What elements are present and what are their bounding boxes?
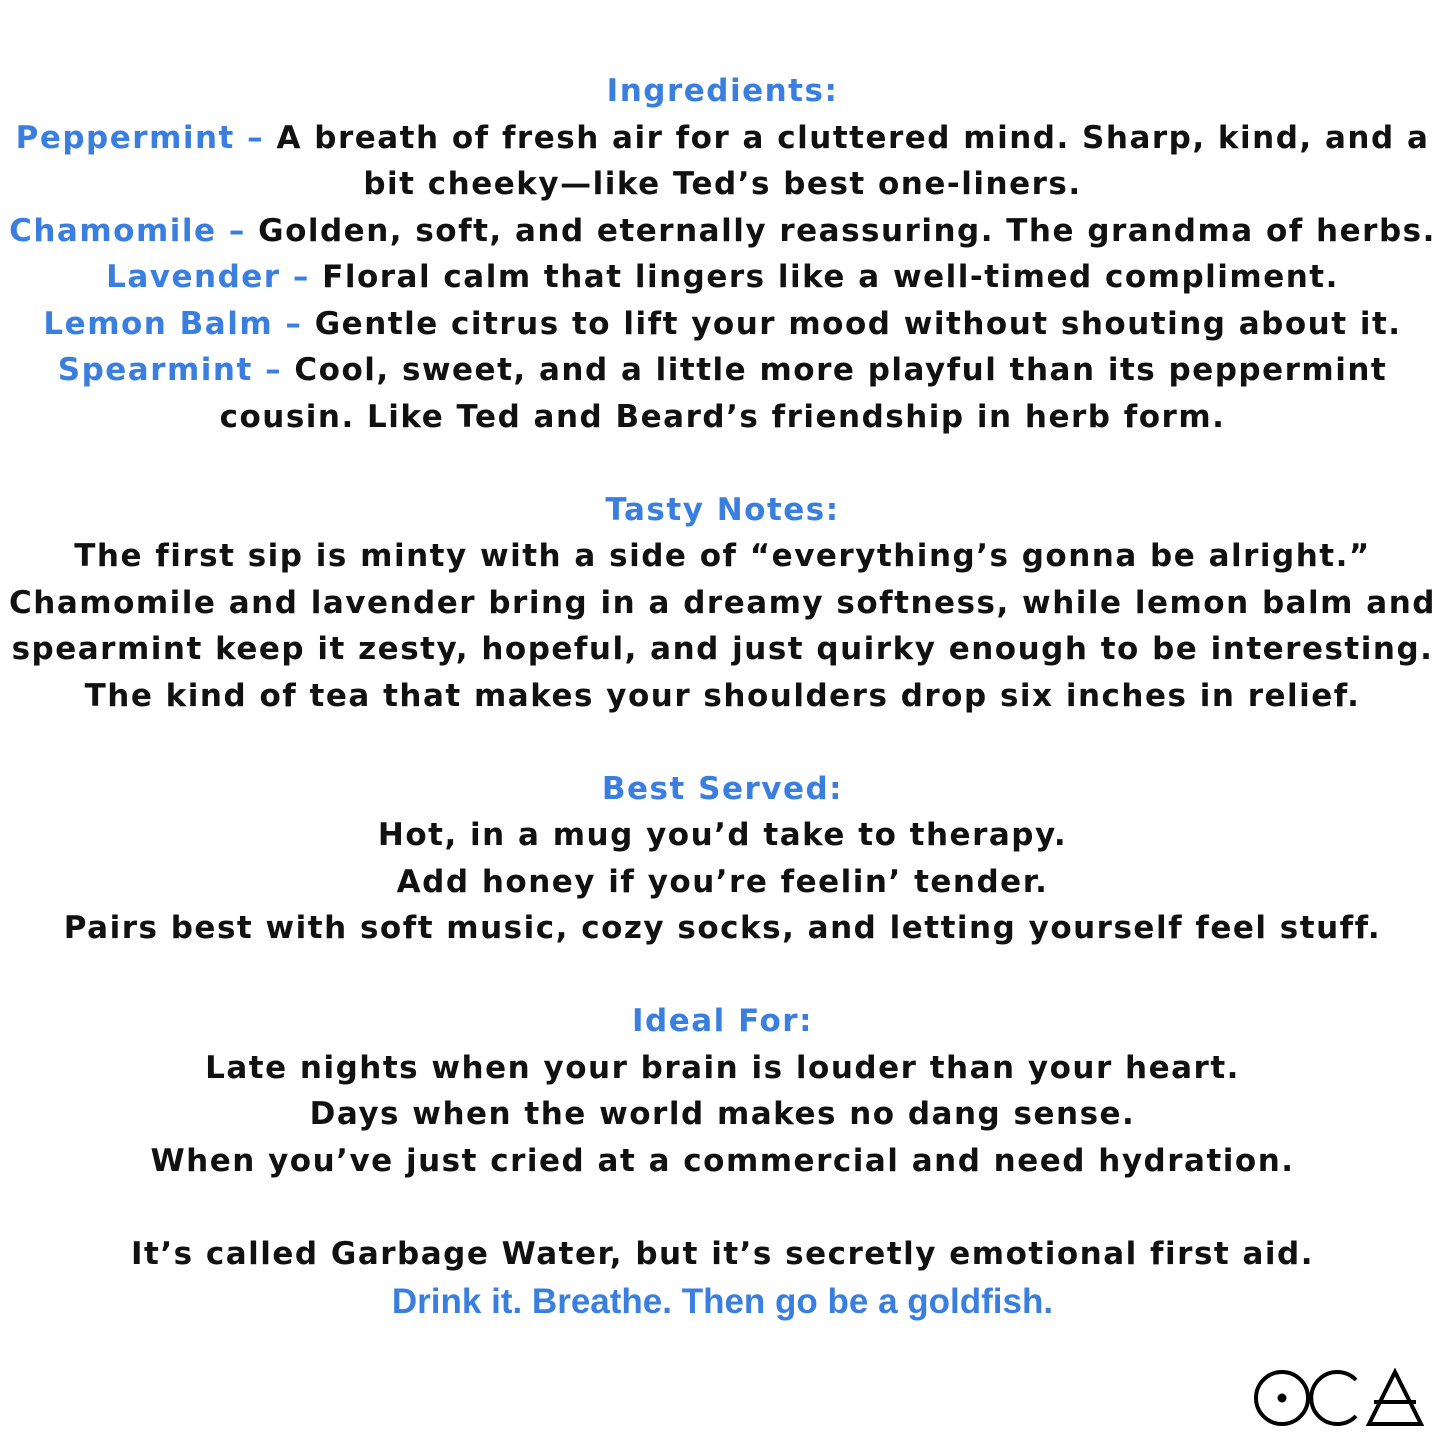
- ingredient-description: Golden, soft, and eternally reassuring. The grandma of herbs.: [245, 212, 1436, 249]
- ingredient-description: Floral calm that lingers like a well-timed compliment.: [309, 259, 1339, 295]
- ingredient-item-spearmint: [0, 347, 1445, 394]
- ingredients-heading: Ingredients:: [606, 73, 839, 109]
- best-served-line: Pairs best with soft music, cozy socks, and letting yourself feel stuff.: [63, 910, 1382, 946]
- ingredient-item-peppermint: [0, 115, 1445, 162]
- tea-description: [0, 68, 1445, 1327]
- ingredient-name: Lavender –: [106, 259, 310, 295]
- ingredient-item-chamomile: [0, 208, 1445, 255]
- tasty-notes-section: [0, 487, 1445, 720]
- best-served-heading: Best Served:: [601, 770, 844, 807]
- tasty-notes-heading: Tasty Notes:: [605, 491, 840, 528]
- closing-section: [0, 1231, 1445, 1328]
- ingredient-item-lavender: [0, 254, 1445, 301]
- best-served-section: [0, 766, 1445, 952]
- ingredients-section: [0, 68, 1445, 440]
- tasty-notes-line: The kind of tea that makes your shoulders drop six inches in relief.: [84, 677, 1361, 714]
- ingredient-name: Lemon Balm –: [43, 305, 303, 342]
- brand-logo: [1254, 1368, 1424, 1428]
- ingredient-description-continued: cousin. Like Ted and Beard’s friendship in herb form.: [219, 398, 1226, 435]
- ingredient-name: Spearmint –: [57, 352, 283, 388]
- ingredient-description: Cool, sweet, and a little more playful than its peppermint: [282, 352, 1388, 388]
- ideal-for-section: [0, 998, 1445, 1184]
- ideal-for-line: Late nights when your brain is louder than your heart.: [205, 1049, 1240, 1086]
- section-spacer: [0, 440, 1445, 487]
- best-served-line: Add honey if you’re feelin’ tender.: [396, 863, 1049, 900]
- tasty-notes-line: Chamomile and lavender bring in a dreamy softness, while lemon balm and: [9, 584, 1436, 621]
- best-served-line: Hot, in a mug you’d take to therapy.: [377, 817, 1068, 853]
- ideal-for-line: When you’ve just cried at a commercial and need hydration.: [150, 1142, 1295, 1179]
- tasty-notes-line: The first sip is minty with a side of “everything’s gonna be alright.”: [74, 538, 1371, 574]
- closing-statement: It’s called Garbage Water, but it’s secretly emotional first aid.: [130, 1235, 1315, 1272]
- ingredient-name: Chamomile –: [9, 212, 246, 249]
- closing-tagline: Drink it. Breathe. Then go be a goldfish.: [391, 1282, 1054, 1321]
- ingredient-description: A breath of fresh air for a cluttered mind. Sharp, kind, and a: [264, 119, 1430, 156]
- ingredient-description-continued: bit cheeky—like Ted’s best one-liners.: [363, 166, 1082, 202]
- section-spacer: [0, 952, 1445, 999]
- ingredient-name: Peppermint –: [15, 119, 265, 156]
- section-spacer: [0, 719, 1445, 766]
- section-spacer: [0, 1184, 1445, 1231]
- ingredient-description: Gentle citrus to lift your mood without shouting about it.: [302, 305, 1402, 342]
- ideal-for-heading: Ideal For:: [632, 1003, 813, 1039]
- ideal-for-line: Days when the world makes no dang sense.: [309, 1096, 1136, 1132]
- oca-logo-icon: [1254, 1368, 1424, 1428]
- tasty-notes-line: spearmint keep it zesty, hopeful, and just quirky enough to be interesting.: [11, 631, 1434, 667]
- ingredient-item-lemon-balm: [0, 301, 1445, 348]
